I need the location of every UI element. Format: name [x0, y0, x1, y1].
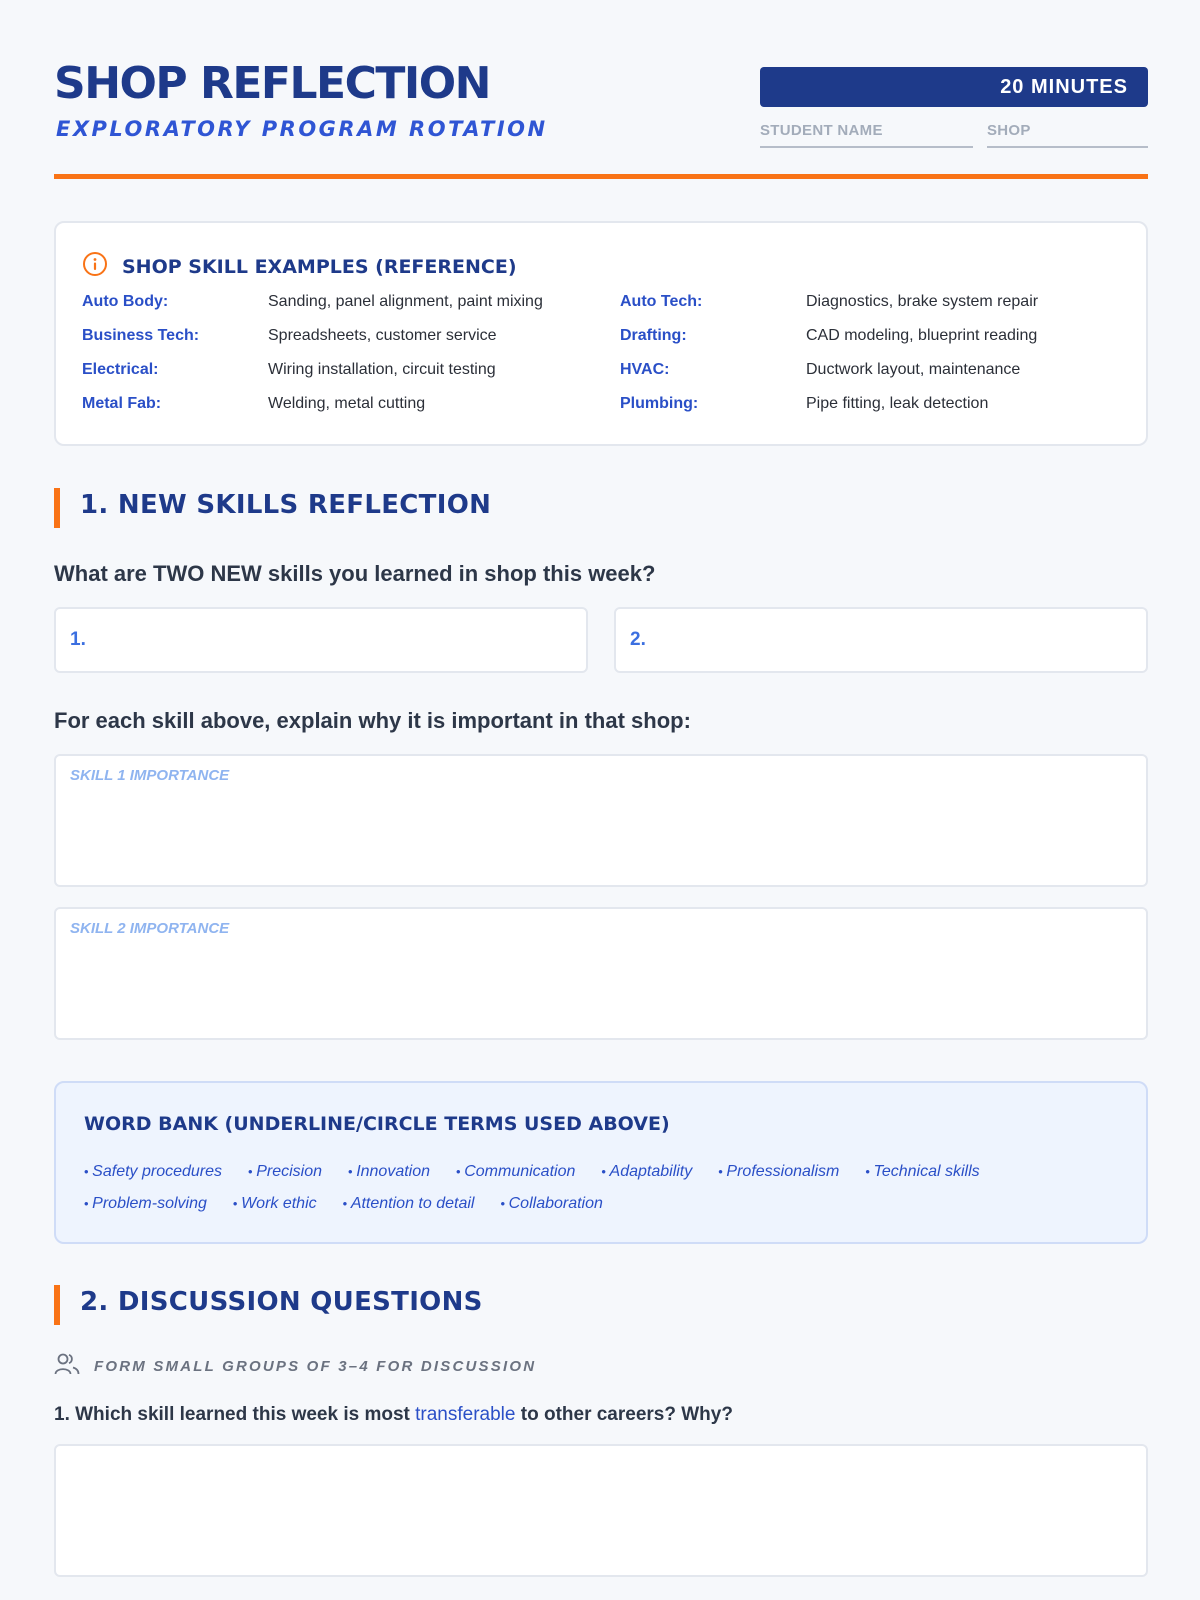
- student-name-field[interactable]: [760, 122, 973, 148]
- page-title: SHOP REFLECTION: [54, 58, 490, 109]
- reference-label: Auto Body:: [82, 293, 169, 310]
- word-bank-term: • Attention to detail: [343, 1193, 475, 1215]
- section-title-discussion: 2. DISCUSSION QUESTIONS: [80, 1287, 483, 1317]
- discussion-answer-box[interactable]: [54, 1444, 1148, 1577]
- skill-reference-card: [54, 221, 1148, 446]
- time-label: 20 MINUTES: [1000, 75, 1128, 98]
- users-icon: [54, 1352, 80, 1381]
- header-divider: [54, 174, 1148, 179]
- section-accent-bar: [54, 1285, 60, 1325]
- reference-label: Metal Fab:: [82, 395, 162, 412]
- word-bank-term: • Problem-solving: [84, 1193, 207, 1215]
- discussion-question-1: [54, 1404, 733, 1426]
- info-icon: [82, 251, 108, 282]
- reference-label: Drafting:: [620, 327, 687, 344]
- page-subtitle: EXPLORATORY PROGRAM ROTATION: [56, 117, 548, 141]
- reference-grid: [82, 291, 1122, 415]
- question-text: 1. Which skill learned this week is most: [54, 1404, 416, 1425]
- group-note: [54, 1352, 536, 1381]
- skill-1-number: 1.: [70, 629, 86, 650]
- shop-field[interactable]: [987, 122, 1148, 148]
- word-bank-term: • Safety procedures: [84, 1161, 222, 1183]
- reference-value: Diagnostics, brake system repair: [806, 293, 1039, 310]
- reference-label: Business Tech:: [82, 327, 200, 344]
- word-bank-term: • Technical skills: [865, 1161, 979, 1183]
- skill-1-importance-label: SKILL 1 IMPORTANCE: [70, 767, 230, 784]
- word-bank-title: WORD BANK (UNDERLINE/CIRCLE TERMS USED ABOVE): [84, 1113, 670, 1135]
- reference-label: HVAC:: [620, 361, 670, 378]
- reference-label: Plumbing:: [620, 395, 699, 412]
- word-bank-terms: [84, 1161, 1124, 1215]
- word-bank: [54, 1081, 1148, 1244]
- question-two-skills: What are TWO NEW skills you learned in shop this week?: [54, 561, 656, 586]
- reference-value: Sanding, panel alignment, paint mixing: [268, 293, 543, 310]
- reference-title: SHOP SKILL EXAMPLES (REFERENCE): [122, 255, 517, 278]
- word-bank-term: • Communication: [456, 1161, 575, 1183]
- skill-2-importance-box[interactable]: [54, 907, 1148, 1040]
- reference-value: CAD modeling, blueprint reading: [806, 327, 1038, 344]
- shop-label: SHOP: [987, 122, 1031, 139]
- reference-header: [82, 251, 517, 282]
- reference-value: Welding, metal cutting: [268, 395, 426, 412]
- time-badge: [760, 67, 1148, 107]
- skill-2-number: 2.: [630, 629, 646, 650]
- word-bank-term: • Innovation: [348, 1161, 430, 1183]
- skill-2-importance-label: SKILL 2 IMPORTANCE: [70, 920, 230, 937]
- word-bank-term: • Adaptability: [601, 1161, 692, 1183]
- word-bank-term: • Collaboration: [500, 1193, 602, 1215]
- skill-1-importance-box[interactable]: [54, 754, 1148, 887]
- section-accent-bar: [54, 488, 60, 528]
- question-importance: For each skill above, explain why it is important in that shop:: [54, 708, 691, 733]
- skill-1-answer-box[interactable]: [54, 607, 588, 673]
- reference-value: Ductwork layout, maintenance: [806, 361, 1021, 378]
- reference-value: Pipe fitting, leak detection: [806, 395, 989, 412]
- skill-2-answer-box[interactable]: [614, 607, 1148, 673]
- question-text: to other careers? Why?: [515, 1404, 733, 1425]
- reference-label: Auto Tech:: [620, 293, 703, 310]
- word-bank-term: • Professionalism: [718, 1161, 839, 1183]
- reference-label: Electrical:: [82, 361, 159, 378]
- highlighted-term: transferable: [415, 1404, 516, 1425]
- word-bank-term: • Precision: [248, 1161, 322, 1183]
- word-bank-term: • Work ethic: [233, 1193, 317, 1215]
- group-note-text: FORM SMALL GROUPS OF 3–4 FOR DISCUSSION: [94, 1358, 537, 1375]
- section-title-new-skills: 1. NEW SKILLS REFLECTION: [80, 490, 492, 520]
- reference-value: Wiring installation, circuit testing: [268, 361, 496, 378]
- student-name-label: STUDENT NAME: [760, 122, 883, 139]
- reference-value: Spreadsheets, customer service: [268, 327, 497, 344]
